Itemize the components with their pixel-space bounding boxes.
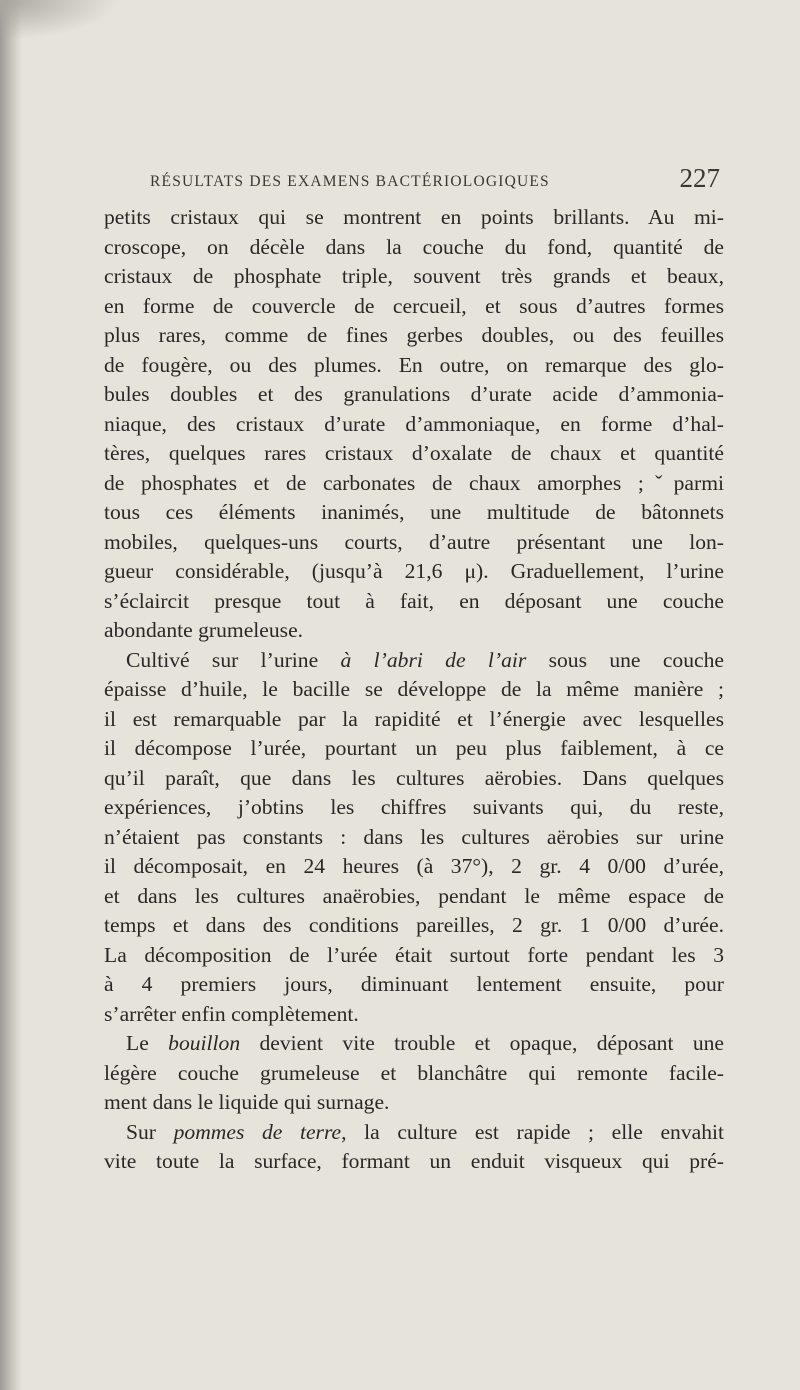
- text-line: [104, 646, 724, 676]
- text-line: cristaux de phosphate triple, souvent très grands et beaux,: [104, 264, 724, 288]
- text-line: n’étaient pas constants : dans les cultures aërobies sur urine: [104, 824, 724, 849]
- text-line: et dans les cultures anaërobies, pendant le même espace de: [104, 883, 724, 908]
- text-line: s’éclaircit presque tout à fait, en déposant une couche: [104, 588, 724, 613]
- text-line: ment dans le liquide qui surnage.: [104, 1090, 390, 1114]
- text-line: mobiles, quelques-uns courts, d’autre présentant une lon-: [104, 529, 724, 554]
- italic-phrase: à l’abri de l’air: [340, 647, 527, 672]
- text-line: abondante grumeleuse.: [104, 618, 304, 642]
- text-line: [104, 1118, 724, 1148]
- page-number: 227: [679, 163, 720, 193]
- text-line: bules doubles et des granulations d’urate acide d’ammonia-: [104, 382, 724, 406]
- text-line: qu’il paraît, que dans les cultures aërobies. Dans quelques: [104, 765, 724, 790]
- text-line: il décompose l’urée, pourtant un peu plus faiblement, à ce: [104, 736, 724, 760]
- page-header: [150, 163, 720, 197]
- text-line: de fougère, ou des plumes. En outre, on remarque des glo-: [104, 352, 724, 377]
- text-line: petits cristaux qui se montrent en points brillants. Au mi-: [104, 205, 724, 229]
- italic-phrase: pommes de terre: [173, 1119, 342, 1144]
- text-line: croscope, on décèle dans la couche du fond, quantité de: [104, 234, 724, 259]
- text-line: tous ces éléments inanimés, une multitude de bâtonnets: [104, 500, 724, 524]
- text-line: de phosphates et de carbonates de chaux amorphes ;ˇparmi: [104, 470, 724, 495]
- text-line: gueur considérable, (jusqu’à 21,6 μ). Graduellement, l’urine: [104, 559, 724, 583]
- text-line: légère couche grumeleuse et blanchâtre qui remonte facile-: [104, 1060, 724, 1085]
- text-line: épaisse d’huile, le bacille se développe de la même manière ;: [104, 677, 724, 701]
- running-title: RÉSULTATS DES EXAMENS BACTÉRIOLOGIQUES: [150, 173, 550, 190]
- text-line: s’arrêter enfin complètement.: [104, 1001, 359, 1026]
- text-run: Cultivé sur l’urine: [126, 647, 341, 672]
- text-line: il décomposait, en 24 heures (à 37°), 2 gr. 4 0/00 d’urée,: [104, 854, 724, 878]
- text-line: La décomposition de l’urée était surtout forte pendant les 3: [104, 942, 724, 967]
- text-line: niaque, des cristaux d’urate d’ammoniaque, en forme d’hal-: [104, 411, 724, 436]
- italic-phrase: bouillon: [168, 1031, 241, 1055]
- body-text: [104, 203, 724, 1177]
- text-run: Le: [126, 1031, 169, 1055]
- text-run: devient vite trouble et opaque, déposant une: [240, 1031, 724, 1055]
- text-line: tères, quelques rares cristaux d’oxalate de chaux et quantité: [104, 441, 724, 465]
- text-line: plus rares, comme de fines gerbes doubles, ou des feuilles: [104, 323, 724, 347]
- text-line: à 4 premiers jours, diminuant lentement ensuite, pour: [104, 972, 724, 996]
- text-run: sous une couche: [526, 647, 724, 672]
- text-run: Sur: [126, 1119, 174, 1144]
- text-run: , la culture est rapide ; elle envahit: [341, 1119, 724, 1144]
- text-line: en forme de couvercle de cercueil, et sous d’autres formes: [104, 293, 724, 318]
- text-line: [104, 1029, 724, 1059]
- text-line: il est remarquable par la rapidité et l’énergie avec lesquelles: [104, 706, 724, 731]
- page-corner-shadow: [0, 0, 120, 40]
- page-gutter-shadow: [0, 0, 22, 1390]
- text-line: temps et dans des conditions pareilles, 2 gr. 1 0/00 d’urée.: [104, 913, 724, 937]
- text-line: vite toute la surface, formant un enduit visqueux qui pré-: [104, 1149, 724, 1173]
- text-line: expériences, j’obtins les chiffres suivants qui, du reste,: [104, 795, 724, 819]
